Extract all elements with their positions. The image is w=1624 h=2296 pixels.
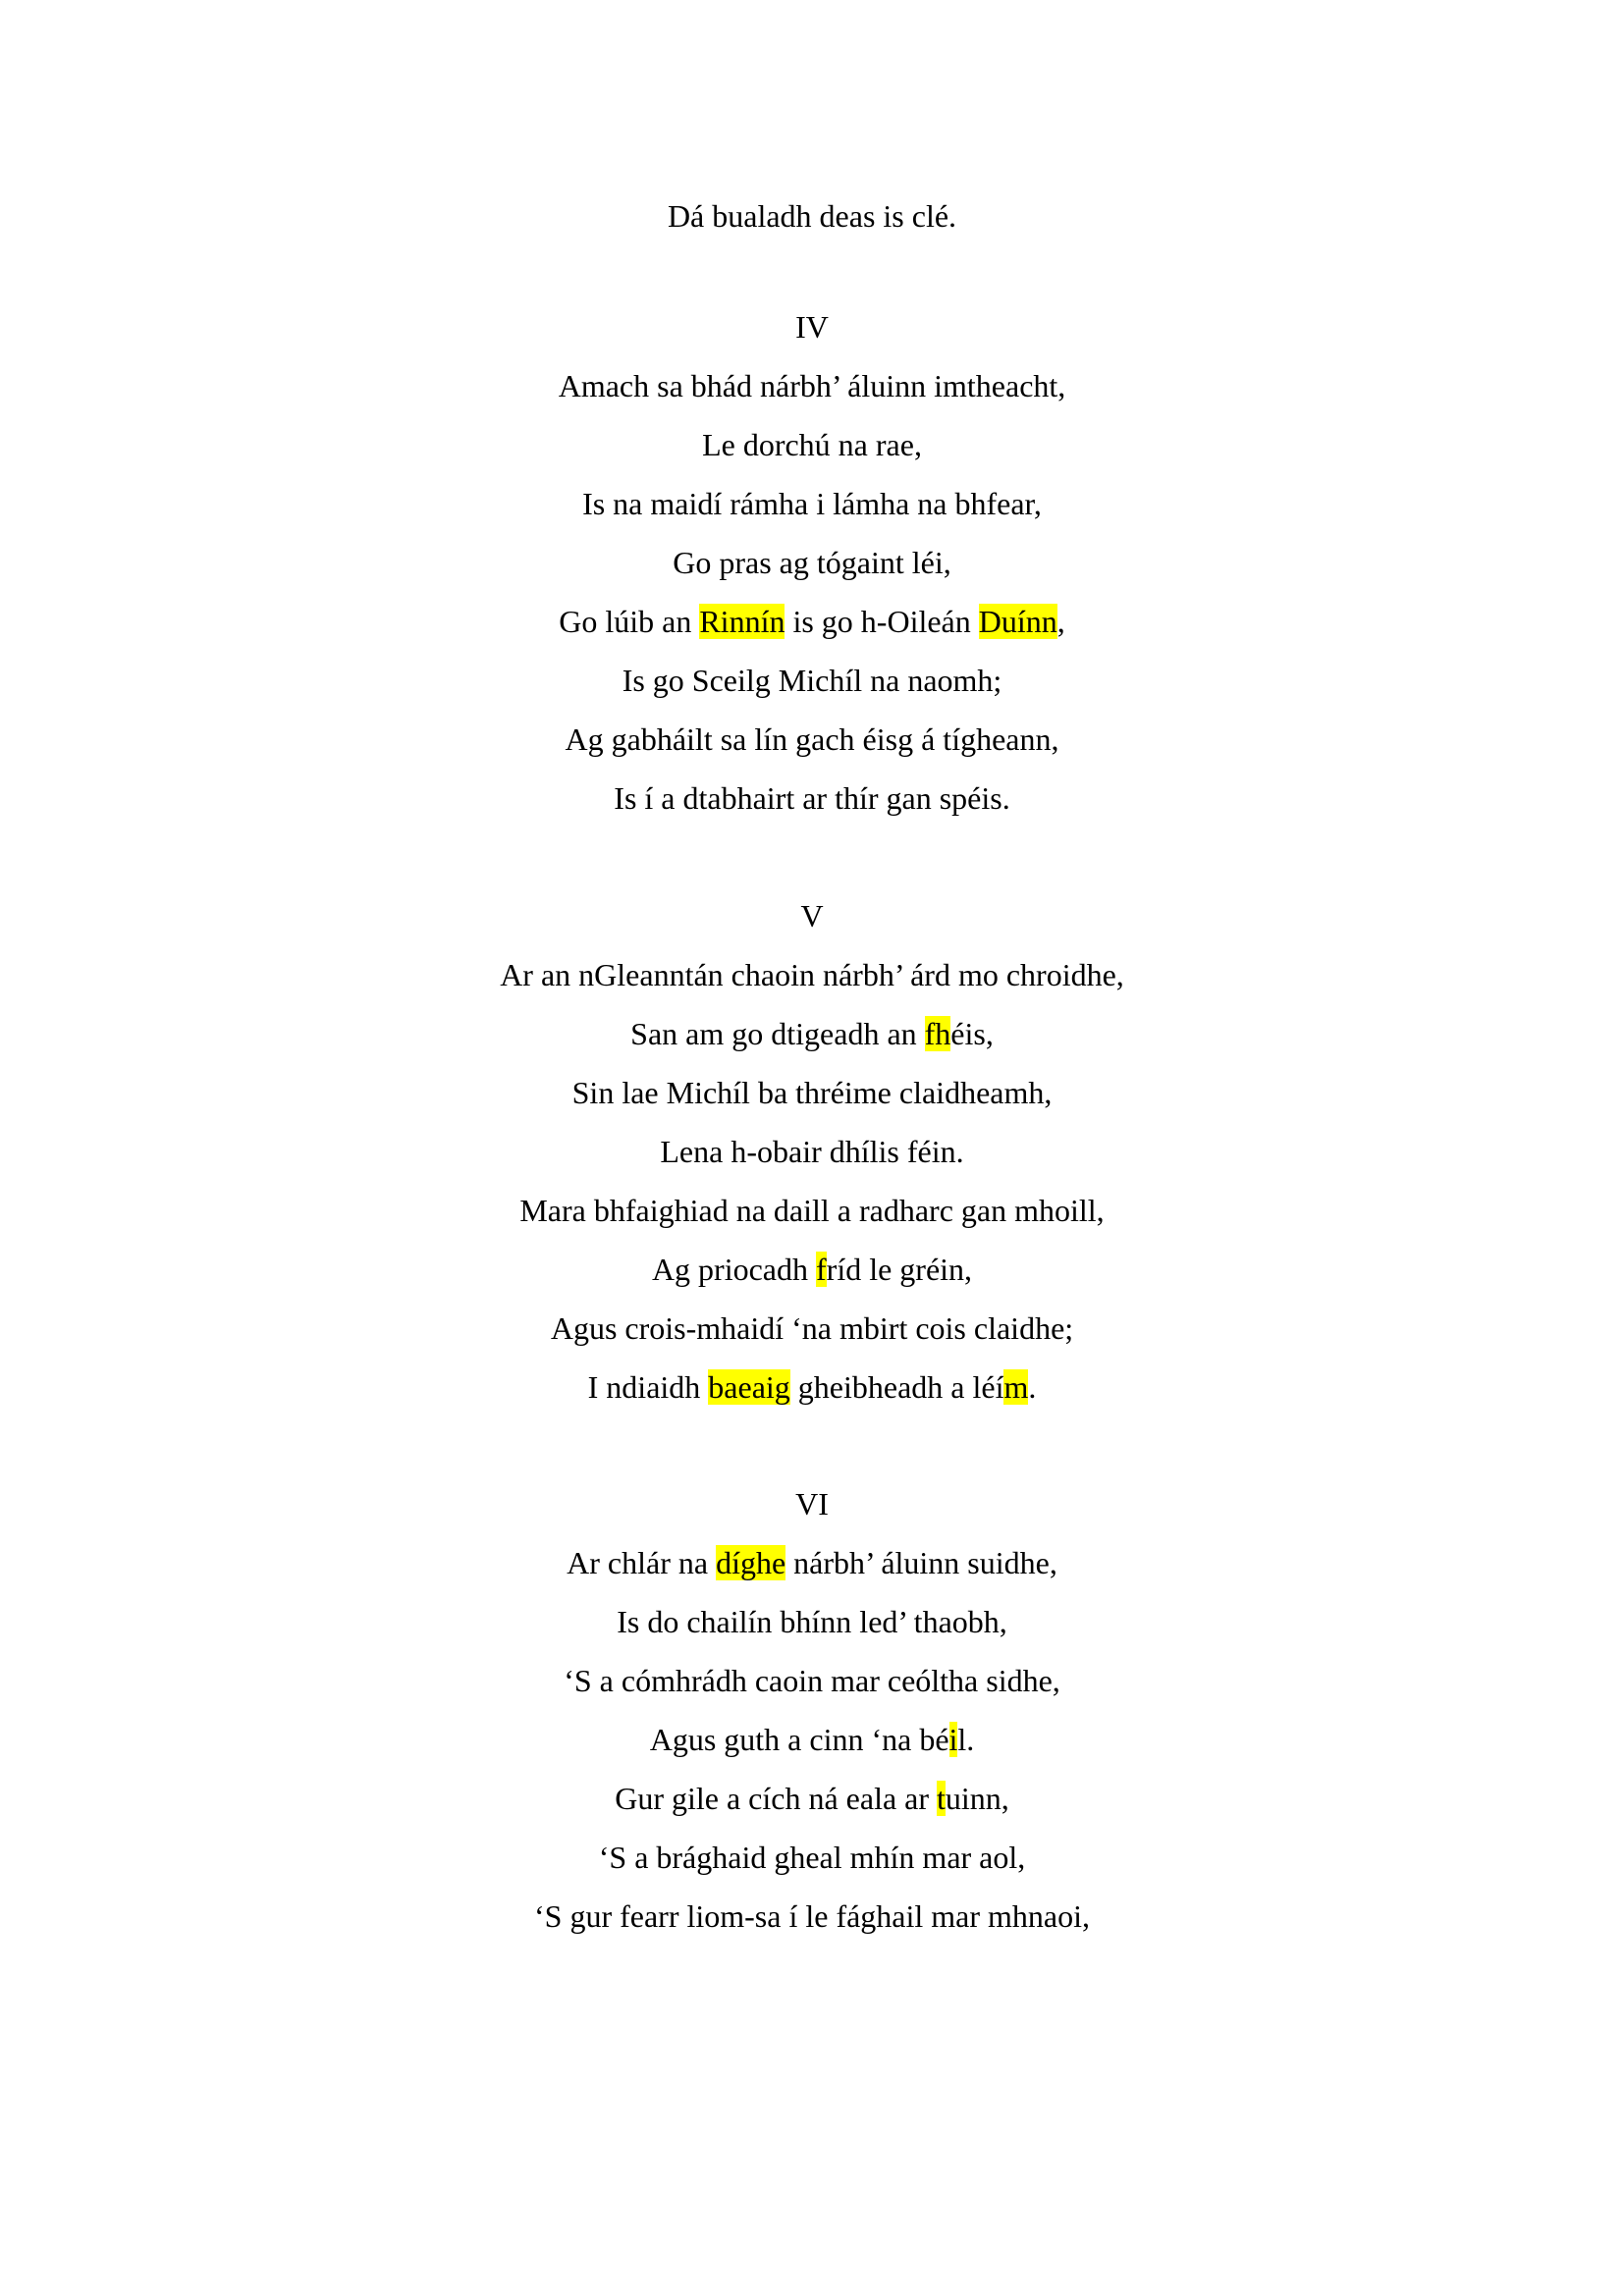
highlighted-text: i (948, 1722, 958, 1757)
stanza-iv-line-8 (0, 778, 1624, 818)
line-text: Ar an nGleanntán chaoin nárbh’ árd mo chroidhe, (500, 957, 1124, 992)
stanza-vi-line-6 (0, 1838, 1624, 1877)
line-text: l. (957, 1722, 975, 1757)
line-text: Amach sa bhád nárbh’ áluinn imtheacht, (558, 368, 1066, 403)
line-text: Agus guth a cinn ‘na bé (649, 1722, 949, 1757)
stanza-iv-line-7 (0, 720, 1624, 759)
line-text: Go lúib an (559, 604, 700, 639)
line-text: uinn, (945, 1781, 1009, 1816)
stanza-iv-line-2 (0, 425, 1624, 464)
stanza-vi-line-2 (0, 1602, 1624, 1641)
stanza-v-line-5 (0, 1191, 1624, 1230)
line-text: VI (795, 1486, 829, 1522)
stanza-vi-line-3 (0, 1661, 1624, 1700)
stanza-iv-line-5 (0, 602, 1624, 641)
line-text: nárbh’ áluinn suidhe, (785, 1545, 1057, 1580)
highlighted-text: m (1003, 1369, 1029, 1405)
line-text: Ag priocadh (651, 1252, 816, 1287)
stanza-v-line-1 (0, 955, 1624, 994)
line-text: ‘S gur fearr liom-sa í le fághail mar mhnaoi, (533, 1898, 1091, 1934)
stanza-v-line-8 (0, 1367, 1624, 1407)
line-text: Mara bhfaighiad na daill a radharc gan mhoill, (519, 1193, 1105, 1228)
line-text: ‘S a brághaid gheal mhín mar aol, (598, 1840, 1026, 1875)
line-text: IV (795, 309, 829, 345)
stanza-v-line-7 (0, 1308, 1624, 1348)
line-text: ríd le gréin, (826, 1252, 973, 1287)
line-text: Lena h-obair dhílis féin. (660, 1134, 964, 1169)
line-text: Dá bualadh deas is clé. (667, 198, 957, 234)
stanza-v-line-2 (0, 1014, 1624, 1053)
line-text: Go pras ag tógaint léi, (673, 545, 951, 580)
line-text: Is do chailín bhínn led’ thaobh, (617, 1604, 1007, 1639)
highlighted-text: baeaig (708, 1369, 790, 1405)
line-text: Is í a dtabhairt ar thír gan spéis. (614, 780, 1010, 816)
stanza-iv-heading (0, 307, 1624, 347)
highlighted-text: díghe (716, 1545, 786, 1580)
stanza-vi-line-1 (0, 1543, 1624, 1582)
line-text: , (1056, 604, 1065, 639)
stanza-iv-line-3 (0, 484, 1624, 523)
stanza-v-line-6 (0, 1250, 1624, 1289)
stanza-v-heading (0, 896, 1624, 935)
line-text: éis, (950, 1016, 994, 1051)
stanza-iv-line-6 (0, 661, 1624, 700)
line-text: Ar chlár na (567, 1545, 717, 1580)
line-text: . (1028, 1369, 1037, 1405)
line-text: gheibheadh a léí (789, 1369, 1004, 1405)
line-text: Agus crois-mhaidí ‘na mbirt cois claidhe; (550, 1310, 1074, 1346)
line-text: Gur gile a cích ná eala ar (615, 1781, 938, 1816)
stanza-v-line-3 (0, 1073, 1624, 1112)
line-text: Sin lae Michíl ba thréime claidheamh, (571, 1075, 1053, 1110)
highlighted-text: t (937, 1781, 946, 1816)
highlighted-text: Duínn (978, 604, 1057, 639)
line-text: Ag gabháilt sa lín gach éisg á tígheann, (565, 721, 1059, 757)
highlighted-text: fh (924, 1016, 951, 1051)
stanza-iv-line-1 (0, 366, 1624, 405)
highlighted-text: f (816, 1252, 827, 1287)
line-text: San am go dtigeadh an (630, 1016, 925, 1051)
stanza-vi-line-5 (0, 1779, 1624, 1818)
line-text: I ndiaidh (587, 1369, 709, 1405)
line-text: V (800, 898, 824, 934)
stanza-vi-line-4 (0, 1720, 1624, 1759)
highlighted-text: Rinnín (699, 604, 785, 639)
stanza-vi-heading (0, 1484, 1624, 1523)
line-text: Le dorchú na rae, (702, 427, 922, 462)
stanza-vi-line-7 (0, 1896, 1624, 1936)
line-text: Is go Sceilg Michíl na naomh; (622, 663, 1002, 698)
stanza-iv-line-4 (0, 543, 1624, 582)
stanza-v-line-4 (0, 1132, 1624, 1171)
line-text: is go h-Oileán (785, 604, 979, 639)
line-text: ‘S a cómhrádh caoin mar ceóltha sidhe, (564, 1663, 1060, 1698)
stanza-3-last-line (0, 196, 1624, 236)
line-text: Is na maidí rámha i lámha na bhfear, (582, 486, 1042, 521)
